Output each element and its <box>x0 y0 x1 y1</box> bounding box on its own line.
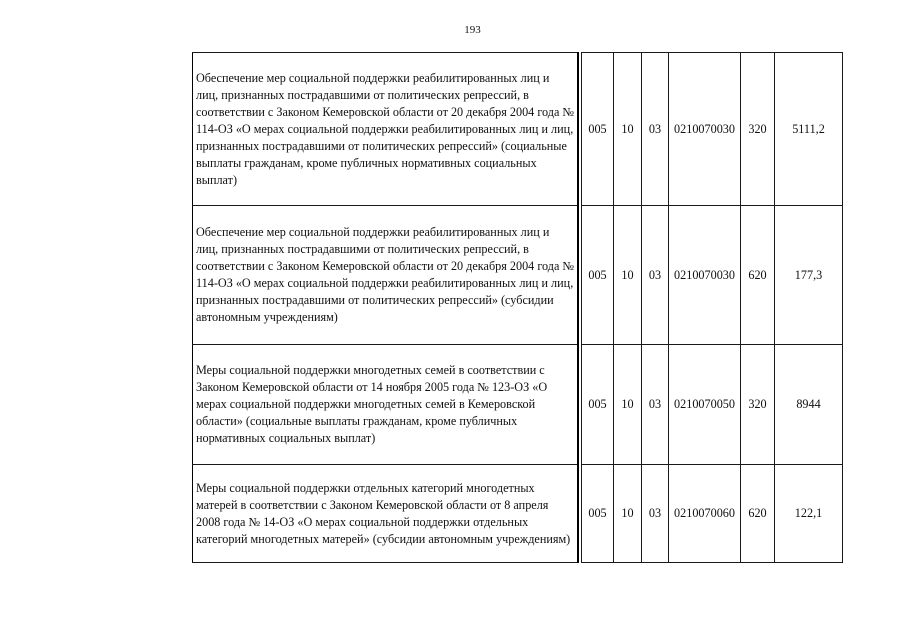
target-article-code: 0210070060 <box>669 465 741 563</box>
target-article-code: 0210070050 <box>669 345 741 465</box>
amount-value: 5111,2 <box>775 53 843 206</box>
section-code: 10 <box>614 465 642 563</box>
table-row <box>193 206 843 345</box>
ministry-code: 005 <box>582 206 614 345</box>
table-row <box>193 345 843 465</box>
row-description: Обеспечение мер социальной поддержки реабилитированных лиц и лиц, признанных пострадавшими от политических репрессий, в соответствии с Законом Кемеровской области от 20 декабря 2004 года № 114-ОЗ «О мерах социальной поддержки реабилитированных лиц и лиц, признанных пострадавшими от политических репрессий» (субсидии автономным учреждениям) <box>193 206 578 345</box>
expense-type-code: 620 <box>741 465 775 563</box>
subsection-code: 03 <box>642 206 669 345</box>
ministry-code: 005 <box>582 53 614 206</box>
expense-type-code: 320 <box>741 345 775 465</box>
section-code: 10 <box>614 206 642 345</box>
subsection-code: 03 <box>642 345 669 465</box>
amount-value: 177,3 <box>775 206 843 345</box>
row-description: Меры социальной поддержки отдельных категорий многодетных матерей в соответствии с Законом Кемеровской области от 8 апреля 2008 года № 14-ОЗ «О мерах социальной поддержки отдельных категорий многодетных матерей» (субсидии автономным учреждениям) <box>193 465 578 563</box>
row-description: Меры социальной поддержки многодетных семей в соответствии с Законом Кемеровской области от 14 ноября 2005 года № 123-ОЗ «О мерах социальной поддержки многодетных семей в Кемеровской области» (социальные выплаты гражданам, кроме публичных нормативных социальных выплат) <box>193 345 578 465</box>
page-number: 193 <box>464 24 481 36</box>
row-description: Обеспечение мер социальной поддержки реабилитированных лиц и лиц, признанных пострадавшими от политических репрессий, в соответствии с Законом Кемеровской области от 20 декабря 2004 года № 114-ОЗ «О мерах социальной поддержки реабилитированных лиц и лиц, признанных пострадавшими от политических репрессий» (социальные выплаты гражданам, кроме публичных нормативных социальных выплат) <box>193 53 578 206</box>
subsection-code: 03 <box>642 53 669 206</box>
expense-type-code: 620 <box>741 206 775 345</box>
target-article-code: 0210070030 <box>669 53 741 206</box>
section-code: 10 <box>614 53 642 206</box>
ministry-code: 005 <box>582 465 614 563</box>
amount-value: 8944 <box>775 345 843 465</box>
subsection-code: 03 <box>642 465 669 563</box>
amount-value: 122,1 <box>775 465 843 563</box>
budget-table <box>192 52 843 563</box>
section-code: 10 <box>614 345 642 465</box>
table-row <box>193 465 843 563</box>
target-article-code: 0210070030 <box>669 206 741 345</box>
ministry-code: 005 <box>582 345 614 465</box>
expense-type-code: 320 <box>741 53 775 206</box>
table-row <box>193 53 843 206</box>
